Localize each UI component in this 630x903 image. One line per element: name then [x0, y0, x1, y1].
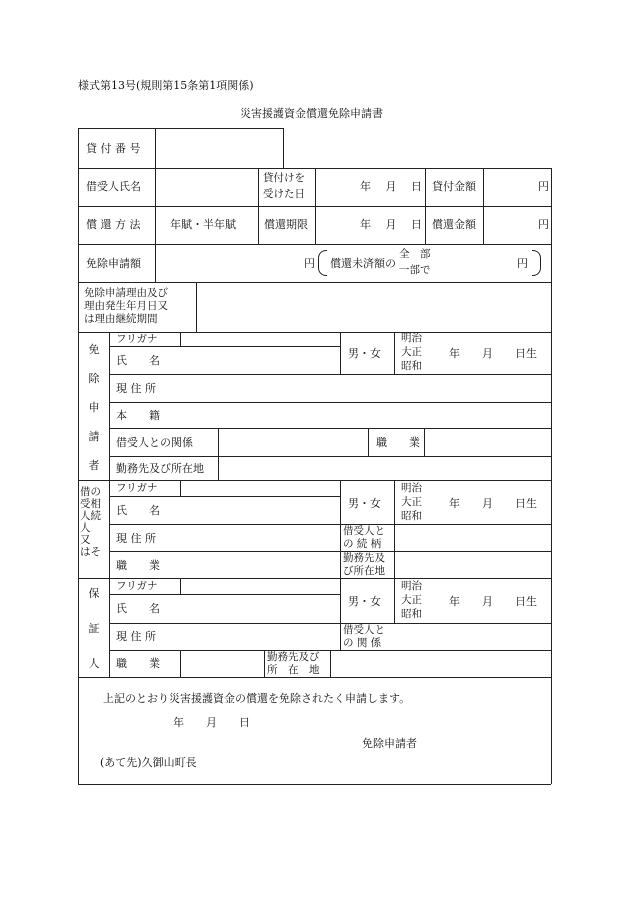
guarantor-era-2[interactable]: 大正: [401, 594, 422, 606]
unpaid-prefix: 償還未済額の: [330, 257, 396, 270]
partial-yen: 円: [517, 257, 528, 270]
repay-amount-yen: 円: [538, 218, 549, 231]
applicant-signature-label: 免除申請者: [362, 737, 417, 750]
heir-section-label: はそ: [80, 546, 101, 558]
loan-received-label-1: 貸付けを: [263, 172, 305, 184]
repay-method-label: 償 還 方 法: [86, 218, 141, 231]
guarantor-section-char: 証: [88, 622, 100, 635]
heir-section-label: 受相: [80, 498, 101, 510]
applicant-section-char: 請: [88, 430, 100, 443]
applicant-domicile-label: 本 籍: [116, 409, 160, 422]
repay-method-value[interactable]: 年賦・半年賦: [170, 218, 236, 231]
reason-label-2: 理由発生年月日又: [84, 300, 168, 312]
guarantor-gender[interactable]: 男・女: [348, 595, 381, 608]
right-bracket: [532, 250, 541, 276]
exemption-amount-yen: 円: [304, 257, 315, 270]
borrower-name-label: 借受人氏名: [86, 180, 141, 193]
guarantor-address-label: 現 住 所: [116, 630, 156, 643]
borrower-name-field[interactable]: [160, 178, 254, 196]
heir-workplace-label-1: 勤務先及: [343, 552, 385, 564]
repay-amount-label: 償還金額: [432, 218, 476, 231]
guarantor-section-char: 人: [88, 657, 100, 670]
reason-field[interactable]: [204, 290, 544, 326]
partial-option[interactable]: 一部で: [399, 264, 431, 276]
guarantor-workplace-label-1: 勤務先及び: [267, 651, 320, 663]
guarantor-era-3[interactable]: 昭和: [401, 608, 422, 620]
heir-section-label: 又: [80, 534, 91, 546]
heir-era-3[interactable]: 昭和: [401, 510, 422, 522]
heir-relation-label-1: 借受人と: [343, 525, 385, 537]
guarantor-relation-label-1: 借受人と: [343, 624, 385, 636]
left-bracket: [318, 250, 327, 276]
loan-amount-label: 貸付金額: [432, 180, 476, 193]
guarantor-furigana-label: フリガナ: [116, 580, 158, 592]
heir-section-label: 借の: [80, 486, 101, 498]
guarantor-era-1[interactable]: 明治: [401, 580, 422, 592]
loan-number-field[interactable]: [164, 143, 276, 159]
heir-relation-label-2: の 続 柄: [343, 538, 382, 550]
loan-received-label-2: 受けた日: [263, 188, 305, 200]
loan-received-date[interactable]: 年 月 日: [360, 180, 422, 193]
reason-label-1: 免除申請理由及び: [84, 287, 168, 299]
full-option[interactable]: 全 部: [399, 248, 431, 260]
heir-era-2[interactable]: 大正: [401, 496, 422, 508]
applicant-relation-label: 借受人との関係: [116, 436, 193, 449]
guarantor-occupation-label: 職 業: [116, 657, 160, 670]
heir-workplace-label-2: び所在地: [343, 565, 385, 577]
applicant-occupation-label: 職 業: [376, 436, 420, 449]
heir-address-label: 現 住 所: [116, 532, 156, 545]
applicant-section-char: 除: [88, 372, 100, 385]
applicant-section-char: 申: [88, 401, 100, 414]
form-number: 様式第13号(規則第15条第1項関係): [78, 79, 254, 92]
application-statement: 上記のとおり災害援護資金の償還を免除されたく申請します。: [103, 692, 411, 705]
heir-birth-date[interactable]: 年 月 日生: [449, 497, 537, 510]
applicant-section-char: 者: [88, 459, 100, 472]
applicant-era-1[interactable]: 明治: [401, 332, 422, 344]
guarantor-name-label: 氏 名: [116, 602, 160, 615]
addressee: (あて先)久御山町長: [100, 756, 197, 769]
applicant-workplace-label: 勤務先及び所在地: [116, 462, 204, 475]
guarantor-relation-label-2: の 関 係: [343, 637, 382, 649]
heir-section-label: 人: [80, 522, 91, 534]
heir-section-label: 人続: [80, 510, 101, 522]
applicant-era-3[interactable]: 昭和: [401, 360, 422, 372]
applicant-name-label: 氏 名: [116, 354, 160, 367]
loan-number-label: 貸 付 番 号: [86, 142, 141, 155]
heir-furigana-label: フリガナ: [116, 482, 158, 494]
guarantor-birth-date[interactable]: 年 月 日生: [449, 595, 537, 608]
repay-deadline-label: 償還期限: [264, 218, 308, 231]
exemption-amount-label: 免除申請額: [86, 257, 141, 270]
applicant-birth-date[interactable]: 年 月 日生: [449, 347, 537, 360]
form-title: 災害援護資金償還免除申請書: [240, 107, 383, 120]
applicant-era-2[interactable]: 大正: [401, 346, 422, 358]
applicant-furigana-label: フリガナ: [116, 333, 158, 345]
applicant-gender[interactable]: 男・女: [348, 347, 381, 360]
guarantor-workplace-label-2: 所 在 地: [267, 664, 320, 676]
heir-occupation-label: 職 業: [116, 559, 160, 572]
heir-name-label: 氏 名: [116, 504, 160, 517]
repay-deadline-date[interactable]: 年 月 日: [360, 218, 422, 231]
guarantor-section-char: 保: [88, 587, 100, 600]
heir-gender[interactable]: 男・女: [348, 497, 381, 510]
heir-era-1[interactable]: 明治: [401, 482, 422, 494]
applicant-section-char: 免: [88, 343, 100, 356]
loan-amount-yen: 円: [538, 180, 549, 193]
applicant-address-label: 現 住 所: [116, 382, 156, 395]
application-date[interactable]: 年 月 日: [173, 716, 250, 729]
reason-label-3: は理由継続期間: [84, 313, 158, 325]
